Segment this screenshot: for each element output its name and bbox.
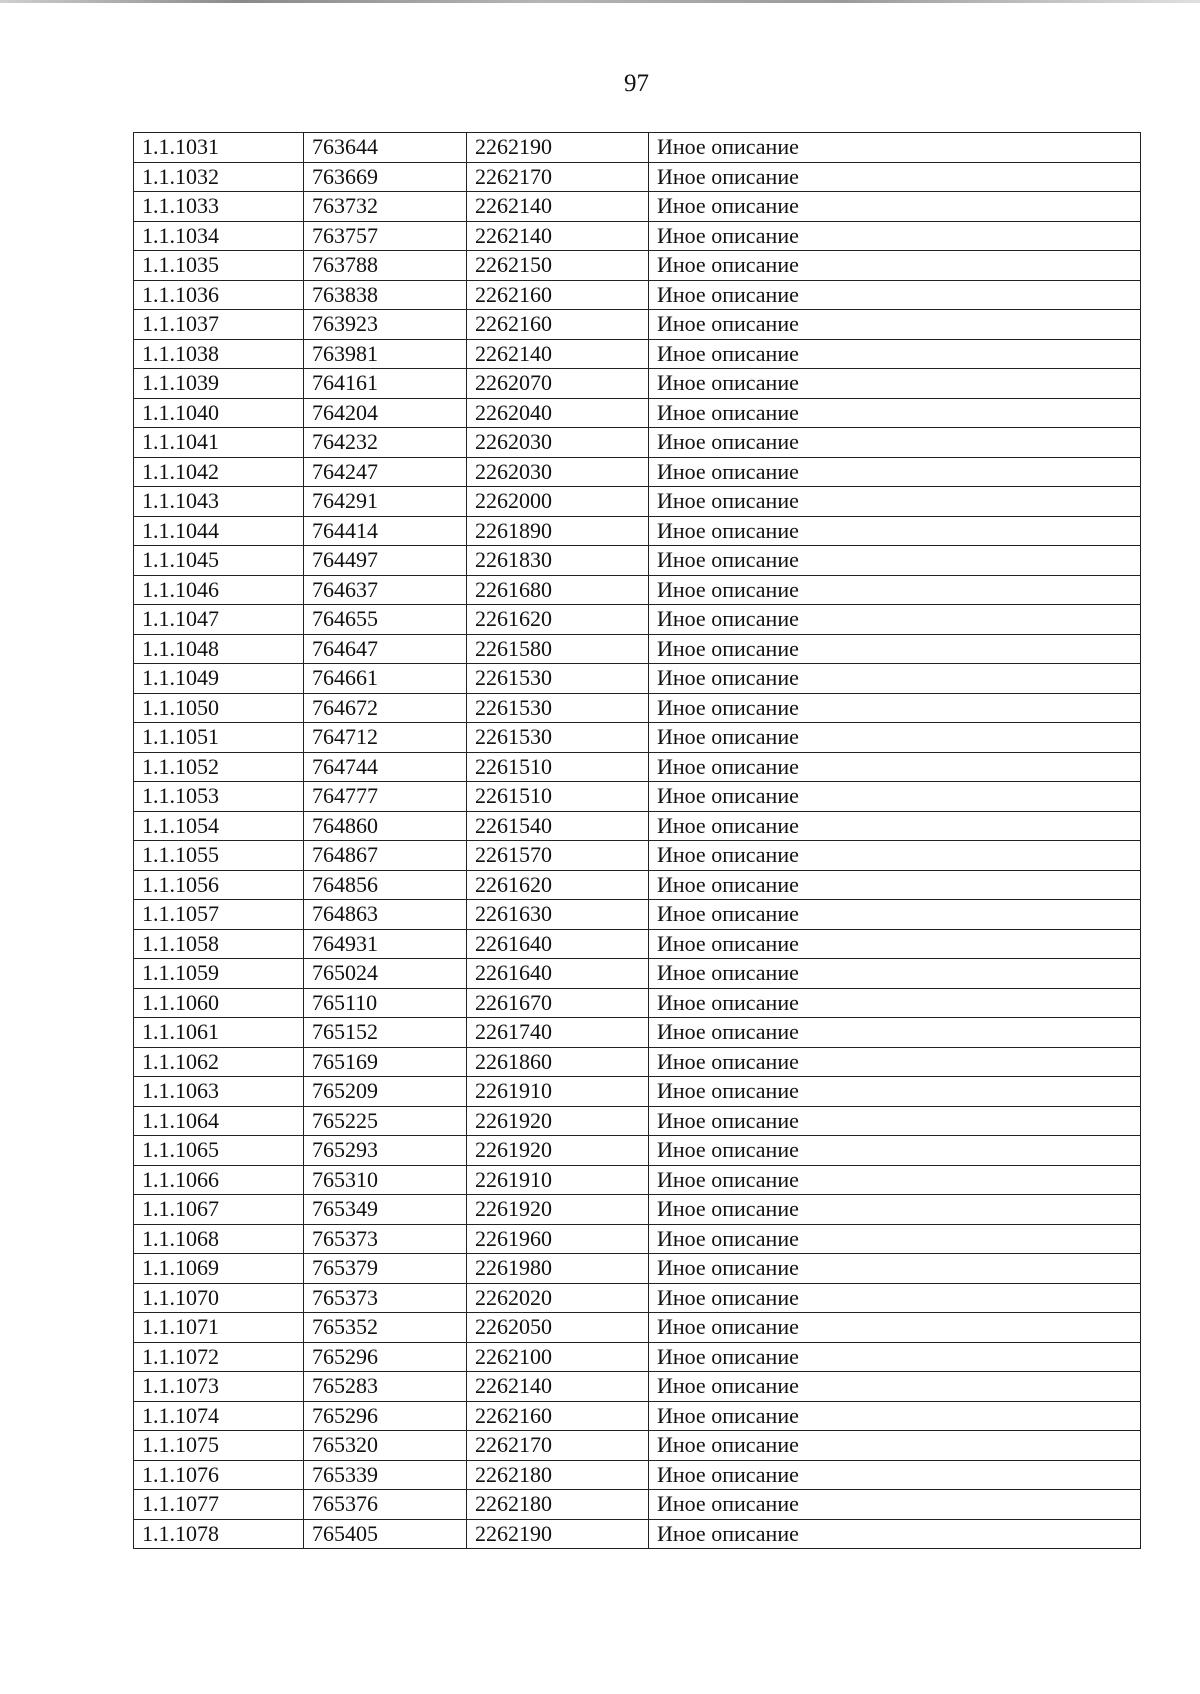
point-id-cell: 1.1.1045 (134, 546, 304, 576)
x-coordinate-cell: 765376 (304, 1490, 467, 1520)
y-coordinate-cell: 2262150 (467, 251, 649, 281)
y-coordinate-cell: 2261860 (467, 1047, 649, 1077)
x-coordinate-cell: 763757 (304, 221, 467, 251)
description-cell: Иное описание (649, 752, 1141, 782)
x-coordinate-cell: 765209 (304, 1077, 467, 1107)
table-row (134, 1372, 1141, 1402)
description-cell: Иное описание (649, 1401, 1141, 1431)
y-coordinate-cell: 2261510 (467, 752, 649, 782)
description-cell: Иное описание (649, 959, 1141, 989)
x-coordinate-cell: 765339 (304, 1460, 467, 1490)
table-row (134, 1283, 1141, 1313)
point-id-cell: 1.1.1036 (134, 280, 304, 310)
y-coordinate-cell: 2262030 (467, 428, 649, 458)
point-id-cell: 1.1.1047 (134, 605, 304, 635)
x-coordinate-cell: 764637 (304, 575, 467, 605)
point-id-cell: 1.1.1061 (134, 1018, 304, 1048)
x-coordinate-cell: 765152 (304, 1018, 467, 1048)
y-coordinate-cell: 2261630 (467, 900, 649, 930)
description-cell: Иное описание (649, 988, 1141, 1018)
x-coordinate-cell: 764867 (304, 841, 467, 871)
point-id-cell: 1.1.1067 (134, 1195, 304, 1225)
table-row (134, 251, 1141, 281)
point-id-cell: 1.1.1033 (134, 192, 304, 222)
description-cell: Иное описание (649, 723, 1141, 753)
table-row (134, 1313, 1141, 1343)
table-row (134, 1136, 1141, 1166)
table-row (134, 575, 1141, 605)
description-cell: Иное описание (649, 1490, 1141, 1520)
y-coordinate-cell: 2262190 (467, 1519, 649, 1549)
x-coordinate-cell: 765349 (304, 1195, 467, 1225)
y-coordinate-cell: 2262160 (467, 310, 649, 340)
table-row (134, 1431, 1141, 1461)
y-coordinate-cell: 2261980 (467, 1254, 649, 1284)
table-row (134, 516, 1141, 546)
x-coordinate-cell: 765293 (304, 1136, 467, 1166)
y-coordinate-cell: 2262140 (467, 221, 649, 251)
x-coordinate-cell: 764414 (304, 516, 467, 546)
table-row (134, 1519, 1141, 1549)
point-id-cell: 1.1.1055 (134, 841, 304, 871)
x-coordinate-cell: 763788 (304, 251, 467, 281)
point-id-cell: 1.1.1078 (134, 1519, 304, 1549)
y-coordinate-cell: 2262070 (467, 369, 649, 399)
table-row (134, 339, 1141, 369)
point-id-cell: 1.1.1054 (134, 811, 304, 841)
x-coordinate-cell: 764661 (304, 664, 467, 694)
point-id-cell: 1.1.1050 (134, 693, 304, 723)
x-coordinate-cell: 764647 (304, 634, 467, 664)
description-cell: Иное описание (649, 221, 1141, 251)
point-id-cell: 1.1.1048 (134, 634, 304, 664)
page-number: 97 (624, 70, 649, 97)
table-row (134, 133, 1141, 163)
table-row (134, 428, 1141, 458)
point-id-cell: 1.1.1072 (134, 1342, 304, 1372)
point-id-cell: 1.1.1075 (134, 1431, 304, 1461)
description-cell: Иное описание (649, 457, 1141, 487)
table-row (134, 605, 1141, 635)
description-cell: Иное описание (649, 1431, 1141, 1461)
point-id-cell: 1.1.1059 (134, 959, 304, 989)
x-coordinate-cell: 763838 (304, 280, 467, 310)
x-coordinate-cell: 763669 (304, 162, 467, 192)
table-row (134, 162, 1141, 192)
y-coordinate-cell: 2262160 (467, 1401, 649, 1431)
y-coordinate-cell: 2261530 (467, 664, 649, 694)
x-coordinate-cell: 764744 (304, 752, 467, 782)
point-id-cell: 1.1.1076 (134, 1460, 304, 1490)
scan-edge (0, 0, 1200, 3)
y-coordinate-cell: 2262040 (467, 398, 649, 428)
table-row (134, 1018, 1141, 1048)
point-id-cell: 1.1.1051 (134, 723, 304, 753)
y-coordinate-cell: 2261530 (467, 693, 649, 723)
x-coordinate-cell: 765373 (304, 1224, 467, 1254)
x-coordinate-cell: 765320 (304, 1431, 467, 1461)
table-row (134, 1342, 1141, 1372)
description-cell: Иное описание (649, 1136, 1141, 1166)
x-coordinate-cell: 764931 (304, 929, 467, 959)
table-row (134, 929, 1141, 959)
point-id-cell: 1.1.1035 (134, 251, 304, 281)
description-cell: Иное описание (649, 428, 1141, 458)
table-row (134, 634, 1141, 664)
y-coordinate-cell: 2261920 (467, 1106, 649, 1136)
table-row (134, 310, 1141, 340)
y-coordinate-cell: 2261910 (467, 1165, 649, 1195)
y-coordinate-cell: 2261670 (467, 988, 649, 1018)
x-coordinate-cell: 764860 (304, 811, 467, 841)
x-coordinate-cell: 764247 (304, 457, 467, 487)
description-cell: Иное описание (649, 1165, 1141, 1195)
description-cell: Иное описание (649, 841, 1141, 871)
table-row (134, 369, 1141, 399)
table-body (134, 133, 1141, 1549)
point-id-cell: 1.1.1068 (134, 1224, 304, 1254)
y-coordinate-cell: 2261910 (467, 1077, 649, 1107)
y-coordinate-cell: 2262190 (467, 133, 649, 163)
point-id-cell: 1.1.1064 (134, 1106, 304, 1136)
point-id-cell: 1.1.1053 (134, 782, 304, 812)
x-coordinate-cell: 765296 (304, 1401, 467, 1431)
description-cell: Иное описание (649, 487, 1141, 517)
description-cell: Иное описание (649, 1283, 1141, 1313)
y-coordinate-cell: 2262140 (467, 192, 649, 222)
table-row (134, 221, 1141, 251)
y-coordinate-cell: 2261530 (467, 723, 649, 753)
y-coordinate-cell: 2261920 (467, 1195, 649, 1225)
point-id-cell: 1.1.1069 (134, 1254, 304, 1284)
table-row (134, 398, 1141, 428)
y-coordinate-cell: 2261540 (467, 811, 649, 841)
point-id-cell: 1.1.1060 (134, 988, 304, 1018)
point-id-cell: 1.1.1041 (134, 428, 304, 458)
point-id-cell: 1.1.1044 (134, 516, 304, 546)
description-cell: Иное описание (649, 339, 1141, 369)
table-row (134, 1077, 1141, 1107)
y-coordinate-cell: 2261580 (467, 634, 649, 664)
table-row (134, 900, 1141, 930)
table-row (134, 811, 1141, 841)
table-row (134, 1254, 1141, 1284)
description-cell: Иное описание (649, 1254, 1141, 1284)
table-row (134, 1460, 1141, 1490)
y-coordinate-cell: 2262030 (467, 457, 649, 487)
x-coordinate-cell: 765110 (304, 988, 467, 1018)
description-cell: Иное описание (649, 634, 1141, 664)
table-row (134, 723, 1141, 753)
x-coordinate-cell: 765024 (304, 959, 467, 989)
table-row (134, 1224, 1141, 1254)
y-coordinate-cell: 2262170 (467, 162, 649, 192)
y-coordinate-cell: 2261830 (467, 546, 649, 576)
x-coordinate-cell: 763732 (304, 192, 467, 222)
table-row (134, 1490, 1141, 1520)
y-coordinate-cell: 2262100 (467, 1342, 649, 1372)
point-id-cell: 1.1.1042 (134, 457, 304, 487)
x-coordinate-cell: 764863 (304, 900, 467, 930)
x-coordinate-cell: 765169 (304, 1047, 467, 1077)
description-cell: Иное описание (649, 605, 1141, 635)
description-cell: Иное описание (649, 1077, 1141, 1107)
point-id-cell: 1.1.1063 (134, 1077, 304, 1107)
table-row (134, 487, 1141, 517)
x-coordinate-cell: 765379 (304, 1254, 467, 1284)
description-cell: Иное описание (649, 280, 1141, 310)
table-row (134, 1195, 1141, 1225)
description-cell: Иное описание (649, 133, 1141, 163)
description-cell: Иное описание (649, 929, 1141, 959)
table-row (134, 988, 1141, 1018)
description-cell: Иное описание (649, 1372, 1141, 1402)
table-row (134, 1165, 1141, 1195)
table-row (134, 959, 1141, 989)
y-coordinate-cell: 2261620 (467, 605, 649, 635)
description-cell: Иное описание (649, 900, 1141, 930)
description-cell: Иное описание (649, 162, 1141, 192)
description-cell: Иное описание (649, 192, 1141, 222)
y-coordinate-cell: 2262020 (467, 1283, 649, 1313)
description-cell: Иное описание (649, 1460, 1141, 1490)
y-coordinate-cell: 2261920 (467, 1136, 649, 1166)
point-id-cell: 1.1.1062 (134, 1047, 304, 1077)
y-coordinate-cell: 2262000 (467, 487, 649, 517)
x-coordinate-cell: 764497 (304, 546, 467, 576)
table-row (134, 870, 1141, 900)
y-coordinate-cell: 2262180 (467, 1490, 649, 1520)
point-id-cell: 1.1.1032 (134, 162, 304, 192)
y-coordinate-cell: 2261620 (467, 870, 649, 900)
x-coordinate-cell: 763923 (304, 310, 467, 340)
y-coordinate-cell: 2261680 (467, 575, 649, 605)
point-id-cell: 1.1.1077 (134, 1490, 304, 1520)
coordinates-table (133, 132, 1141, 1549)
y-coordinate-cell: 2262140 (467, 339, 649, 369)
table-row (134, 693, 1141, 723)
table-row (134, 752, 1141, 782)
point-id-cell: 1.1.1040 (134, 398, 304, 428)
table-row (134, 280, 1141, 310)
table-row (134, 841, 1141, 871)
y-coordinate-cell: 2262160 (467, 280, 649, 310)
y-coordinate-cell: 2261890 (467, 516, 649, 546)
description-cell: Иное описание (649, 1342, 1141, 1372)
x-coordinate-cell: 764672 (304, 693, 467, 723)
description-cell: Иное описание (649, 546, 1141, 576)
description-cell: Иное описание (649, 664, 1141, 694)
x-coordinate-cell: 764232 (304, 428, 467, 458)
x-coordinate-cell: 764856 (304, 870, 467, 900)
x-coordinate-cell: 765405 (304, 1519, 467, 1549)
table-row (134, 546, 1141, 576)
description-cell: Иное описание (649, 1195, 1141, 1225)
table-row (134, 1047, 1141, 1077)
point-id-cell: 1.1.1049 (134, 664, 304, 694)
y-coordinate-cell: 2262170 (467, 1431, 649, 1461)
x-coordinate-cell: 765283 (304, 1372, 467, 1402)
description-cell: Иное описание (649, 1224, 1141, 1254)
table-row (134, 664, 1141, 694)
description-cell: Иное описание (649, 251, 1141, 281)
point-id-cell: 1.1.1034 (134, 221, 304, 251)
description-cell: Иное описание (649, 516, 1141, 546)
description-cell: Иное описание (649, 1018, 1141, 1048)
description-cell: Иное описание (649, 310, 1141, 340)
point-id-cell: 1.1.1043 (134, 487, 304, 517)
description-cell: Иное описание (649, 398, 1141, 428)
point-id-cell: 1.1.1065 (134, 1136, 304, 1166)
x-coordinate-cell: 765352 (304, 1313, 467, 1343)
point-id-cell: 1.1.1070 (134, 1283, 304, 1313)
description-cell: Иное описание (649, 1106, 1141, 1136)
x-coordinate-cell: 763981 (304, 339, 467, 369)
point-id-cell: 1.1.1056 (134, 870, 304, 900)
y-coordinate-cell: 2261740 (467, 1018, 649, 1048)
y-coordinate-cell: 2261510 (467, 782, 649, 812)
description-cell: Иное описание (649, 1047, 1141, 1077)
x-coordinate-cell: 764204 (304, 398, 467, 428)
description-cell: Иное описание (649, 1519, 1141, 1549)
point-id-cell: 1.1.1046 (134, 575, 304, 605)
point-id-cell: 1.1.1073 (134, 1372, 304, 1402)
x-coordinate-cell: 763644 (304, 133, 467, 163)
table-row (134, 1401, 1141, 1431)
point-id-cell: 1.1.1074 (134, 1401, 304, 1431)
description-cell: Иное описание (649, 1313, 1141, 1343)
x-coordinate-cell: 764777 (304, 782, 467, 812)
point-id-cell: 1.1.1052 (134, 752, 304, 782)
point-id-cell: 1.1.1037 (134, 310, 304, 340)
y-coordinate-cell: 2262050 (467, 1313, 649, 1343)
description-cell: Иное описание (649, 782, 1141, 812)
x-coordinate-cell: 765310 (304, 1165, 467, 1195)
point-id-cell: 1.1.1066 (134, 1165, 304, 1195)
x-coordinate-cell: 765225 (304, 1106, 467, 1136)
y-coordinate-cell: 2262140 (467, 1372, 649, 1402)
description-cell: Иное описание (649, 870, 1141, 900)
description-cell: Иное описание (649, 369, 1141, 399)
y-coordinate-cell: 2261960 (467, 1224, 649, 1254)
point-id-cell: 1.1.1058 (134, 929, 304, 959)
description-cell: Иное описание (649, 693, 1141, 723)
x-coordinate-cell: 764161 (304, 369, 467, 399)
point-id-cell: 1.1.1071 (134, 1313, 304, 1343)
x-coordinate-cell: 765296 (304, 1342, 467, 1372)
table-row (134, 1106, 1141, 1136)
point-id-cell: 1.1.1057 (134, 900, 304, 930)
x-coordinate-cell: 764655 (304, 605, 467, 635)
point-id-cell: 1.1.1031 (134, 133, 304, 163)
y-coordinate-cell: 2261570 (467, 841, 649, 871)
x-coordinate-cell: 764291 (304, 487, 467, 517)
table-row (134, 782, 1141, 812)
y-coordinate-cell: 2262180 (467, 1460, 649, 1490)
point-id-cell: 1.1.1038 (134, 339, 304, 369)
table-row (134, 457, 1141, 487)
x-coordinate-cell: 765373 (304, 1283, 467, 1313)
table-row (134, 192, 1141, 222)
y-coordinate-cell: 2261640 (467, 959, 649, 989)
y-coordinate-cell: 2261640 (467, 929, 649, 959)
x-coordinate-cell: 764712 (304, 723, 467, 753)
point-id-cell: 1.1.1039 (134, 369, 304, 399)
description-cell: Иное описание (649, 811, 1141, 841)
description-cell: Иное описание (649, 575, 1141, 605)
